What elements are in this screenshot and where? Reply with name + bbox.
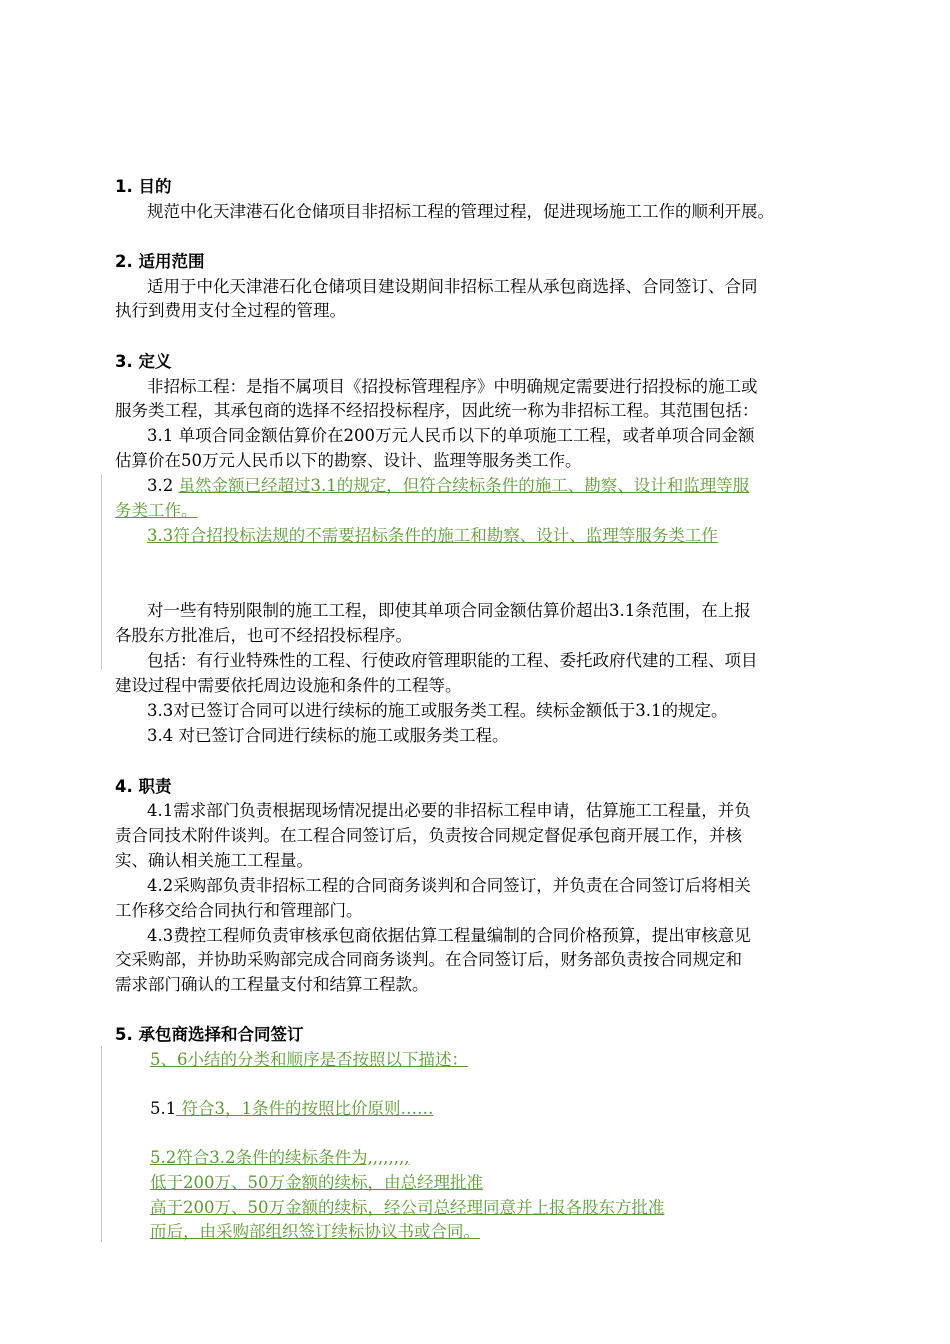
section-4-line: 4.2采购部负责非招标工程的合同商务谈判和合同签订，并负责在合同签订后将相关 (147, 876, 751, 895)
section-4-line: 交采购部，并协助采购部完成合同商务谈判。在合同签订后，财务部负责按合同规定和 (115, 950, 742, 969)
item-5-1-line (150, 1097, 434, 1121)
change-bar (101, 474, 102, 670)
section-4-heading: 4. 职责 (115, 777, 172, 796)
section-3-heading: 3. 定义 (115, 352, 172, 371)
section-4-line: 责合同技术附件谈判。在工程合同签订后，负责按合同规定督促承包商开展工作，并核 (115, 826, 742, 845)
section-4-line: 4.3费控工程师负责审核承包商依据估算工程量编制的合同价格预算，提出审核意见 (147, 926, 751, 945)
section-1-heading: 1. 目的 (115, 177, 172, 196)
section-2-line: 执行到费用支付全过程的管理。 (115, 301, 346, 320)
item-3-2-line (147, 474, 749, 498)
section-3-line: 包括：有行业特殊性的工程、行使政府管理职能的工程、委托政府代建的工程、项目 (147, 651, 758, 670)
section-3-line: 建设过程中需要依托周边设施和条件的工程等。 (115, 676, 462, 695)
tracked-insertion: 5、6小结的分类和顺序是否按照以下描述： (150, 1050, 468, 1069)
section-3-line: 3.4 对已签订合同进行续标的施工或服务类工程。 (147, 726, 509, 745)
tracked-insertion: 3.3符合招投标法规的不需要招标条件的施工和勘察、设计、监理等服务类工作 (147, 526, 718, 545)
section-3-line: 非招标工程：是指不属项目《招投标管理程序》中明确规定需要进行招投标的施工或 (147, 377, 758, 396)
section-3-line: 估算价在50万元人民币以下的勘察、设计、监理等服务类工作。 (115, 451, 582, 470)
tracked-insertion: 高于200万、50万金额的续标，经公司总经理同意并上报各股东方批准 (150, 1198, 665, 1217)
section-4-line: 需求部门确认的工程量支付和结算工程款。 (115, 975, 429, 994)
section-4-line: 实、确认相关施工工程量。 (115, 851, 313, 870)
section-2-heading: 2. 适用范围 (115, 252, 205, 271)
tracked-insertion: 务类工作。 (115, 501, 198, 520)
section-4-line: 4.1需求部门负责根据现场情况提出必要的非招标工程申请，估算施工工程量，并负 (147, 801, 751, 820)
tracked-insertion: 符合3，1条件的按照比价原则…… (176, 1099, 434, 1118)
section-2-line: 适用于中化天津港石化仓储项目建设期间非招标工程从承包商选择、合同签订、合同 (147, 277, 758, 296)
section-3-line: 3.1 单项合同金额估算价在200万元人民币以下的单项施工工程，或者单项合同金额 (147, 426, 755, 445)
item-5-1-prefix: 5.1 (150, 1099, 177, 1118)
tracked-insertion: 而后，由采购部组织签订续标协议书或合同。 (150, 1222, 480, 1241)
tracked-insertion: 5.2符合3.2条件的续标条件为,,,,,,,, (150, 1148, 410, 1167)
item-3-2-prefix: 3.2 (147, 476, 179, 495)
section-5-heading: 5. 承包商选择和合同签订 (115, 1025, 304, 1044)
section-3-line: 3.3对已签订合同可以进行续标的施工或服务类工程。续标金额低于3.1的规定。 (147, 701, 728, 720)
section-3-line: 各股东方批准后，也可不经招投标程序。 (115, 626, 412, 645)
tracked-insertion: 虽然金额已经超过3.1的规定，但符合续标条件的施工、勘察、设计和监理等服 (178, 476, 750, 495)
section-3-line: 服务类工程，其承包商的选择不经招投标程序，因此统一称为非招标工程。其范围包括： (115, 401, 759, 420)
section-1-line: 规范中化天津港石化仓储项目非招标工程的管理过程，促进现场施工工作的顺利开展。 (147, 202, 774, 221)
change-bar (101, 1046, 102, 1242)
section-3-line: 对一些有特别限制的施工工程，即使其单项合同金额估算价超出3.1条范围，在上报 (147, 601, 751, 620)
tracked-insertion: 低于200万、50万金额的续标，由总经理批准 (150, 1173, 483, 1192)
section-4-line: 工作移交给合同执行和管理部门。 (115, 901, 363, 920)
